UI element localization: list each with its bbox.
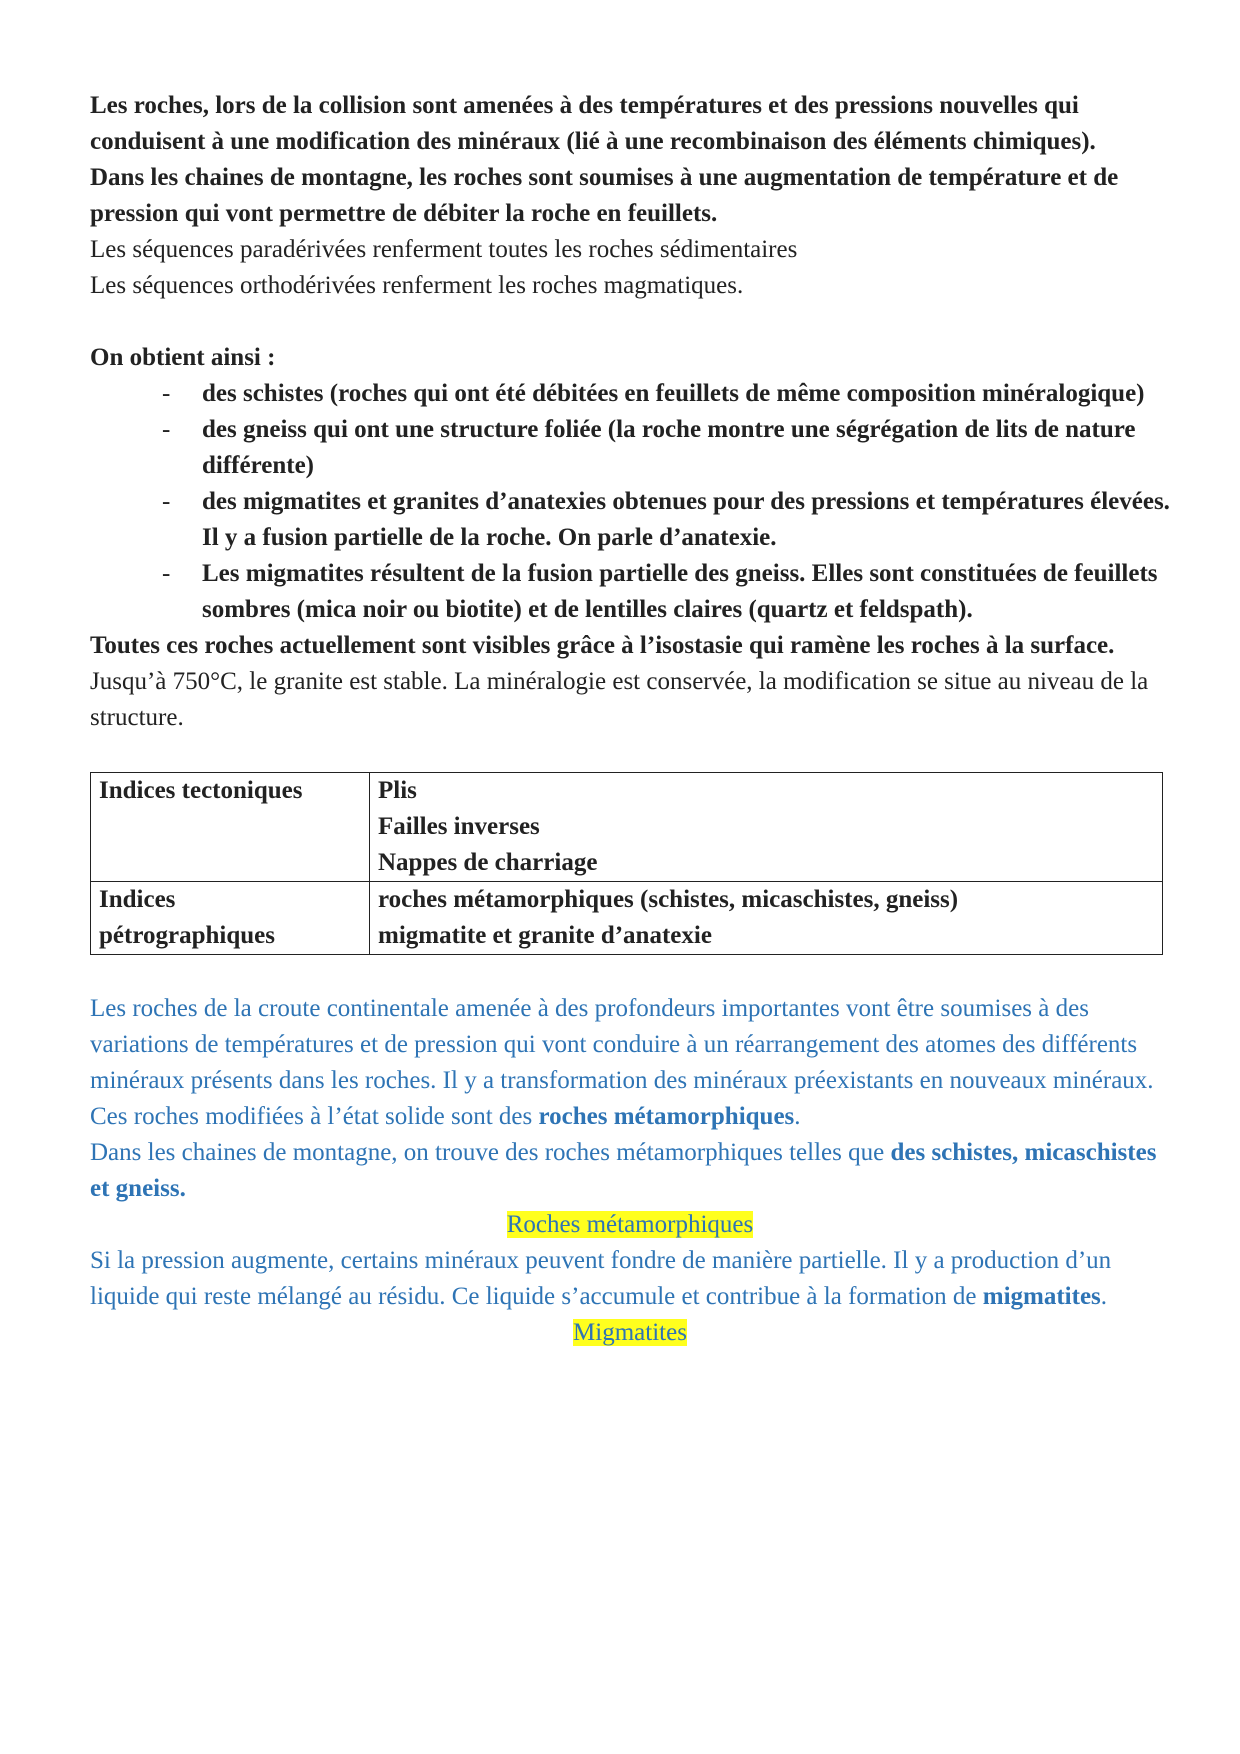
table-value: Failles inverses: [378, 813, 540, 840]
rock-list: [90, 376, 1170, 628]
highlighted-caption: Migmatites: [573, 1319, 687, 1346]
summary-paragraph-2: [90, 1135, 1170, 1207]
summary-text: .: [794, 1103, 801, 1130]
table-value: migmatite et granite d’anatexie: [378, 922, 712, 949]
list-bullet: -: [162, 380, 171, 407]
list-bullet: -: [162, 560, 171, 587]
document-content: [90, 88, 1170, 1351]
table-value: Plis: [378, 777, 417, 804]
table-row: [91, 773, 1163, 882]
indices-table: [90, 772, 1163, 955]
intro-paragraph-orthoderivees: Les séquences orthodérivées renferment les roches magmatiques.: [90, 272, 744, 299]
table-value: Nappes de charriage: [378, 849, 598, 876]
list-bullet: -: [162, 488, 171, 515]
list-item: [90, 484, 1170, 556]
list-item: [90, 556, 1170, 628]
summary-keyword: roches métamorphiques: [538, 1103, 795, 1130]
intro-bold-paragraph-2: Dans les chaines de montagne, les roches sont soumises à une augmentation de température et de pression qui vont permettre de débiter la roche en feuillets.: [90, 164, 1119, 227]
list-item: [90, 376, 1170, 412]
table-label: Indices: [99, 886, 176, 913]
list-item-text: Les migmatites résultent de la fusion partielle des gneiss. Elles sont constituées de feuillets sombres (mica noir ou biotite) et de lentilles claires (quartz et feldspath).: [202, 560, 1158, 623]
summary-keyword: migmatites: [982, 1283, 1101, 1310]
list-item-text: des gneiss qui ont une structure foliée (la roche montre une ségrégation de lits de nature différente): [202, 416, 1136, 479]
intro-paragraph-paraderivees: Les séquences paradérivées renferment toutes les roches sédimentaires: [90, 236, 798, 263]
table-label-cell: [91, 773, 370, 882]
table-value: roches métamorphiques (schistes, micaschistes, gneiss): [378, 886, 959, 913]
table-label: pétrographiques: [99, 922, 275, 949]
list-item-text: des migmatites et granites d’anatexies obtenues pour des pressions et températures élevées. Il y a fusion partielle de la roche. On parle d’anatexie.: [202, 488, 1170, 551]
table-label: Indices tectoniques: [99, 777, 303, 804]
spacer: [90, 304, 1170, 340]
table-value-cell: [370, 882, 1163, 955]
list-item: [90, 412, 1170, 484]
list-heading: On obtient ainsi :: [90, 344, 276, 371]
summary-paragraph-3: [90, 1243, 1170, 1315]
highlighted-caption: Roches métamorphiques: [506, 1211, 754, 1238]
summary-keyword: des schistes, micaschistes et gneiss.: [90, 1139, 1157, 1202]
summary-section: [90, 991, 1170, 1351]
summary-text: Si la pression augmente, certains minéraux peuvent fondre de manière partielle. Il y a production d’un liquide qui reste mélangé au résidu. Ce liquide s’accumule et contribue à la formation de: [90, 1247, 1112, 1310]
summary-text: Les roches de la croute continentale amenée à des profondeurs importantes vont être soumises à des variations de températures et de pression qui vont conduire à un réarrangement des atomes des différents minéraux présents dans les roches. Il y a transformation des minéraux préexistants en nouveaux minéraux. Ces roches modifiées à l’état solide sont des: [90, 995, 1154, 1130]
summary-text: .: [1100, 1283, 1108, 1310]
summary-text: Dans les chaines de montagne, on trouve des roches métamorphiques telles que: [90, 1139, 891, 1166]
figure-caption-migmatites: [90, 1315, 1170, 1351]
granite-paragraph: Jusqu’à 750°C, le granite est stable. La minéralogie est conservée, la modification se situe au niveau de la structure.: [90, 668, 1149, 731]
summary-paragraph-1: [90, 991, 1170, 1135]
table-row: [91, 882, 1163, 955]
figure-caption-roches: [90, 1207, 1170, 1243]
table-label-cell: [91, 882, 370, 955]
list-bullet: -: [162, 416, 171, 443]
intro-bold-paragraph-1: Les roches, lors de la collision sont amenées à des températures et des pressions nouvelles qui conduisent à une modification des minéraux (lié à une recombinaison des éléments chimiques).: [90, 92, 1096, 155]
isostasie-paragraph: Toutes ces roches actuellement sont visibles grâce à l’isostasie qui ramène les roches à la surface.: [90, 632, 1115, 659]
table-value-cell: [370, 773, 1163, 882]
list-item-text: des schistes (roches qui ont été débitées en feuillets de même composition minéralogique): [202, 380, 1145, 407]
